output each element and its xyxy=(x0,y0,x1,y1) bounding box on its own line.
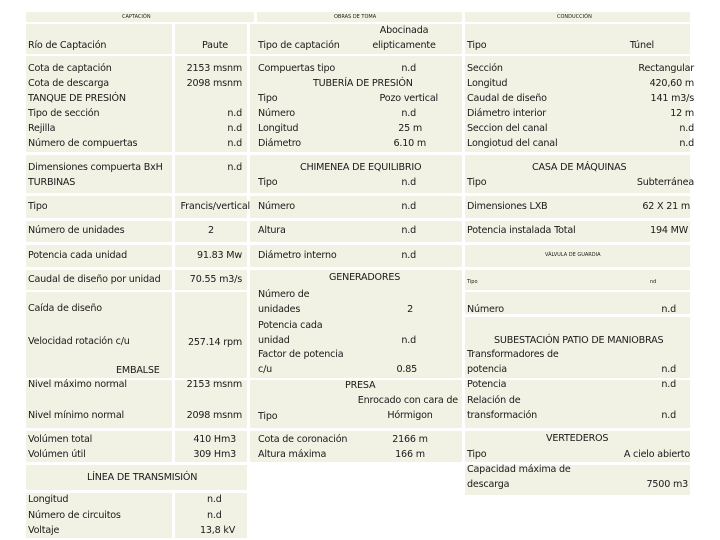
nivel-max-label: Nivel máximo normal xyxy=(28,379,127,390)
trafo-label-1: Transformadores de xyxy=(467,349,559,360)
num-compuertas-value: n.d xyxy=(227,138,242,149)
cota-descarga-value: 2098 msnm xyxy=(186,78,242,89)
potencia-sub-label: Potencia xyxy=(467,379,507,390)
gen-pot-value: n.d xyxy=(401,335,416,346)
header-conduccion: CONDUCCIÓN xyxy=(557,14,592,20)
presa-altura-value: 166 m xyxy=(395,449,425,460)
nivel-min-value: 2098 msnm xyxy=(186,410,242,421)
vert-tipo-value: A cielo abierto xyxy=(623,449,690,460)
cell-bg xyxy=(175,292,247,378)
cell-bg xyxy=(26,196,172,218)
seccion-canal-label: Seccion del canal xyxy=(467,123,548,134)
seccion-canal-value: n.d xyxy=(679,123,694,134)
tub-tipo-label: Tipo xyxy=(258,93,278,104)
pot-inst-label: Potencia instalada Total xyxy=(467,225,576,236)
header-obras-de-toma: OBRAS DE TOMA xyxy=(334,14,377,20)
tub-diametro-value: 6.10 m xyxy=(393,138,426,149)
subestacion-title: SUBESTACIÓN PATIO DE MANIOBRAS xyxy=(494,335,664,346)
presa-tipo-label: Tipo xyxy=(258,411,278,422)
tub-longitud-value: 25 m xyxy=(398,123,422,134)
voltaje-value: 13,8 kV xyxy=(200,525,236,536)
valv-numero-label: Número xyxy=(467,304,504,315)
cota-captacion-label: Cota de captación xyxy=(28,63,112,74)
seccion-value: Rectangular xyxy=(638,63,694,74)
rio-value: Paute xyxy=(202,40,228,51)
trafo-label-2: potencia xyxy=(467,364,507,375)
voltaje-label: Voltaje xyxy=(28,525,60,536)
compuertas-tipo-label: Compuertas tipo xyxy=(258,63,336,74)
rejilla-value: n.d xyxy=(227,123,242,134)
dim-label: Dimensiones LXB xyxy=(467,201,548,212)
diametro-value: 12 m xyxy=(670,108,694,119)
cota-descarga-label: Cota de descarga xyxy=(28,78,109,89)
chimenea-title: CHIMENEA DE EQUILIBRIO xyxy=(300,162,422,173)
turbinas-title: TURBINAS xyxy=(28,177,76,188)
tipo-captacion-value-2: elipticamente xyxy=(372,40,436,51)
chi-altura-value: n.d xyxy=(401,225,416,236)
tub-numero-value: n.d xyxy=(401,108,416,119)
valv-tipo-value: nd xyxy=(650,279,657,285)
casa-title: CASA DE MÁQUINAS xyxy=(532,162,627,173)
gen-num-label-1: Número de xyxy=(258,289,310,300)
gen-fp-label-2: c/u xyxy=(258,364,272,375)
cell-bg xyxy=(465,24,690,54)
presa-tipo-value-1: Enrocado con cara de xyxy=(357,395,458,406)
gen-fp-label-1: Factor de potencia xyxy=(258,349,344,360)
caida-label: Caída de diseño xyxy=(28,303,102,314)
circuitos-label: Número de circuitos xyxy=(28,510,121,521)
gen-num-value: 2 xyxy=(407,304,413,315)
vertederos-title: VERTEDEROS xyxy=(546,433,609,444)
cond-caudal-label: Caudal de diseño xyxy=(467,93,547,104)
cond-tipo-label: Tipo xyxy=(467,40,487,51)
longitud-value: n.d xyxy=(207,494,222,505)
linea-title: LÍNEA DE TRANSMISIÓN xyxy=(87,472,198,483)
presa-cota-label: Cota de coronación xyxy=(258,434,348,445)
vert-tipo-label: Tipo xyxy=(467,449,487,460)
relacion-value: n.d xyxy=(661,410,676,421)
casa-tipo-value: Subterránea xyxy=(636,177,694,188)
caudal-value: 70.55 m3/s xyxy=(189,274,242,285)
potencia-value: 91.83 Mw xyxy=(196,250,242,261)
chi-diametro-value: n.d xyxy=(401,250,416,261)
presa-tipo-value-2: Hórmigon xyxy=(387,410,433,421)
gen-pot-label-2: unidad xyxy=(258,335,290,346)
gen-num-label-2: unidades xyxy=(258,304,301,315)
diametro-label: Diámetro interior xyxy=(467,108,547,119)
chi-tipo-value: n.d xyxy=(401,177,416,188)
relacion-label-2: transformación xyxy=(467,410,538,421)
chi-diametro-label: Diámetro interno xyxy=(258,250,337,261)
presa-cota-value: 2166 m xyxy=(392,434,428,445)
nivel-max-value: 2153 msnm xyxy=(186,379,242,390)
potencia-label: Potencia cada unidad xyxy=(28,250,127,261)
cota-captacion-value: 2153 msnm xyxy=(186,63,242,74)
seccion-label: Sección xyxy=(467,63,503,74)
circuitos-value: n.d xyxy=(207,510,222,521)
vol-util-value: 309 Hm3 xyxy=(193,449,236,460)
valv-tipo-label: Tipo xyxy=(467,279,478,285)
longitud-label: Longitud xyxy=(28,494,69,505)
velocidad-value: 257.14 rpm xyxy=(188,337,242,348)
generadores-title: GENERADORES xyxy=(329,272,401,283)
tipo-captacion-label: Tipo de captación xyxy=(258,40,340,51)
valvula-title: VÁLVULA DE GUARDIA xyxy=(545,252,601,258)
tipo-captacion-value-1: Abocinada xyxy=(379,25,429,36)
valv-numero-value: n.d xyxy=(661,304,676,315)
vol-util-label: Volúmen útil xyxy=(28,449,86,460)
tub-numero-label: Número xyxy=(258,108,295,119)
turbina-tipo-value: Francis/vertical xyxy=(180,201,250,212)
tub-diametro-label: Diámetro xyxy=(258,138,301,149)
gen-fp-value: 0.85 xyxy=(396,364,417,375)
num-compuertas-label: Número de compuertas xyxy=(28,138,138,149)
header-captacion: CAPTACIÓN xyxy=(122,14,151,20)
compuertas-tipo-value: n.d xyxy=(401,63,416,74)
presa-altura-label: Altura máxima xyxy=(258,449,327,460)
cond-caudal-value: 141 m3/s xyxy=(650,93,694,104)
longitud-canal-value: n.d xyxy=(679,138,694,149)
velocidad-label: Velocidad rotación c/u xyxy=(28,336,130,347)
embalse-title: EMBALSE xyxy=(116,365,160,376)
gen-pot-label-1: Potencia cada xyxy=(258,320,323,331)
potencia-sub-value: n.d xyxy=(661,379,676,390)
dim-compuerta-value: n.d xyxy=(227,162,242,173)
presa-title: PRESA xyxy=(345,380,376,391)
nivel-min-label: Nivel mínimo normal xyxy=(28,410,124,421)
num-unidades-label: Número de unidades xyxy=(28,225,125,236)
num-unidades-value: 2 xyxy=(208,225,214,236)
cond-longitud-label: Longitud xyxy=(467,78,508,89)
tanque-title: TANQUE DE PRESIÓN xyxy=(28,93,126,104)
tub-tipo-value: Pozo vertical xyxy=(379,93,438,104)
relacion-label-1: Relación de xyxy=(467,395,521,406)
dim-value: 62 X 21 m xyxy=(642,201,690,212)
cap-value: 7500 m3 xyxy=(646,479,688,490)
tub-longitud-label: Longitud xyxy=(258,123,299,134)
casa-tipo-label: Tipo xyxy=(467,177,487,188)
chi-tipo-label: Tipo xyxy=(258,177,278,188)
cond-tipo-value: Túnel xyxy=(629,40,654,51)
vol-total-value: 410 Hm3 xyxy=(193,434,236,445)
cap-label-2: descarga xyxy=(467,479,510,490)
rejilla-label: Rejilla xyxy=(28,123,56,134)
cap-label-1: Capacidad máxima de xyxy=(467,464,571,475)
chi-numero-label: Número xyxy=(258,201,295,212)
longitud-canal-label: Longiotud del canal xyxy=(467,138,558,149)
tipo-seccion-label: Tipo de sección xyxy=(28,108,100,119)
dim-compuerta-label: Dimensiones compuerta BxH xyxy=(28,162,163,173)
tipo-seccion-value: n.d xyxy=(227,108,242,119)
pot-inst-value: 194 MW xyxy=(650,225,688,236)
cond-longitud-value: 420,60 m xyxy=(649,78,694,89)
vol-total-label: Volúmen total xyxy=(28,434,93,445)
chi-numero-value: n.d xyxy=(401,201,416,212)
trafo-value: n.d xyxy=(661,364,676,375)
caudal-label: Caudal de diseño por unidad xyxy=(28,274,161,285)
tuberia-title: TUBERÍA DE PRESIÓN xyxy=(313,78,413,89)
rio-label: Río de Captación xyxy=(28,40,107,51)
chi-altura-label: Altura xyxy=(258,225,286,236)
turbina-tipo-label: Tipo xyxy=(28,201,48,212)
